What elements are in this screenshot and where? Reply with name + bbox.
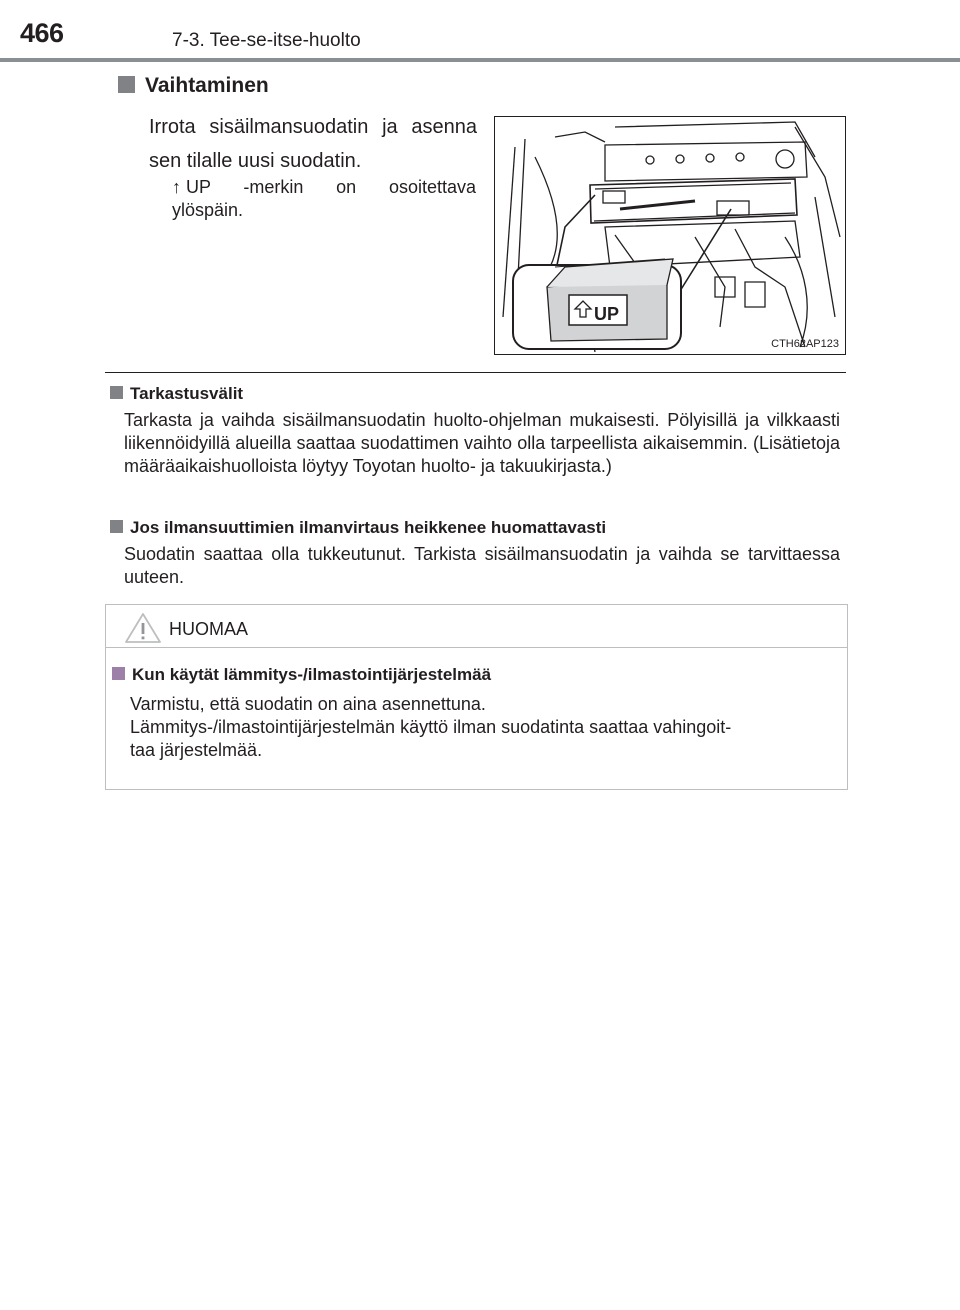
up-note-line-2: ylöspäin.	[172, 200, 244, 220]
up-note	[172, 176, 476, 222]
subheading-tarkastusvalit	[110, 384, 243, 404]
up-note-line-1	[172, 176, 476, 199]
up-arrow-icon: ↑	[172, 177, 181, 197]
subheading-ilmavirtaus	[110, 518, 606, 538]
notice-label: HUOMAA	[169, 619, 249, 639]
notice-text	[130, 693, 830, 762]
notice-line-3: taa järjestelmää.	[130, 740, 263, 760]
subheading-text: Jos ilmansuuttimien ilmanvirtaus heikkenee huomattavasti	[130, 518, 607, 537]
warning-triangle-icon	[124, 612, 162, 644]
chapter-title: 7-3. Tee-se-itse-huolto	[172, 30, 361, 51]
square-bullet-icon	[112, 667, 125, 680]
square-bullet-icon	[118, 76, 135, 93]
notice-line-2: Lämmitys-/ilmastointijärjestelmän käyttö ilman suodatinta saattaa vahingoit-	[130, 717, 732, 737]
paragraph-tarkastusvalit: Tarkasta ja vaihda sisäilmansuodatin huolto-ohjelman mukaisesti. Pölyisillä ja vilkkaasti liikennöidyillä alueilla saattaa suodattimen vaihto olla tarpeellista aikaisemmin. (Lisätietoja määräaikaishuolloista löytyy Toyotan huolto- ja takuukirjasta.)	[124, 410, 840, 476]
notice-subheading	[112, 665, 491, 685]
header-rule	[0, 58, 960, 62]
paragraph-ilmavirtaus: Suodatin saattaa olla tukkeutunut. Tarkista sisäilmansuodatin ja vaihda se tarvittaessa uuteen.	[124, 544, 840, 587]
instruction-line-1: Irrota sisäilmansuodatin ja asenna	[149, 116, 477, 138]
section-heading-vaihtaminen	[118, 74, 269, 98]
notice-subheading-text: Kun käytät lämmitys-/ilmastointijärjestelmää	[132, 665, 492, 684]
section-divider	[105, 372, 846, 373]
instruction-line-2: sen tilalle uusi suodatin.	[149, 150, 362, 172]
zoom-up-label: UP	[594, 304, 620, 324]
square-bullet-icon	[110, 520, 123, 533]
filter-drawing	[495, 117, 846, 355]
page-number: 466	[20, 18, 64, 48]
notice-header-rule	[106, 647, 847, 648]
figure-code: CTH62AP123	[771, 338, 839, 350]
square-bullet-icon	[110, 386, 123, 399]
up-note-text: UP -merkin on osoitettava	[186, 177, 476, 197]
notice-box	[105, 604, 848, 790]
heading-text: Vaihtaminen	[145, 74, 269, 97]
filter-illustration	[494, 116, 846, 355]
instruction-text	[149, 110, 477, 178]
notice-line-1: Varmistu, että suodatin on aina asennettuna.	[130, 694, 486, 714]
subheading-text: Tarkastusvälit	[130, 384, 244, 403]
